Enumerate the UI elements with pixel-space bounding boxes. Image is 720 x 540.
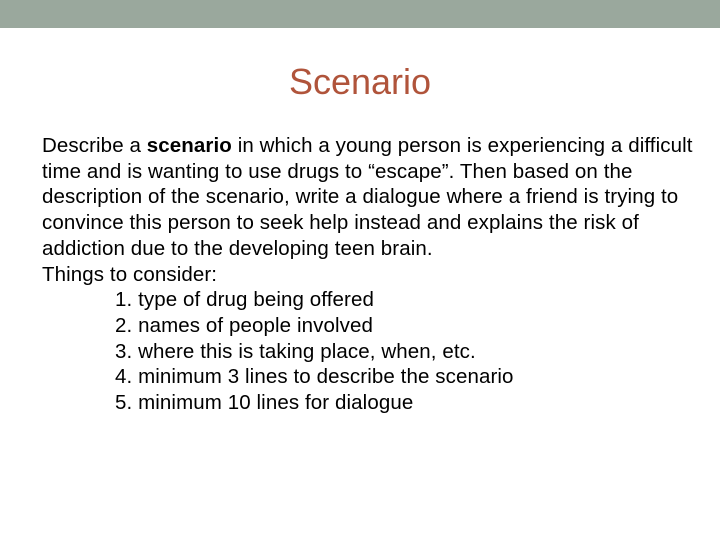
- top-accent-bar: [0, 0, 720, 28]
- list-item: 5. minimum 10 lines for dialogue: [115, 391, 414, 415]
- slide-body: [42, 133, 702, 416]
- description-text-start: Describe a: [42, 134, 147, 157]
- description-text-rest: in which a young person is experiencing a difficult time and is wanting to use drugs to “escape”. Then based on the description of the scenario, write a dialogue where a friend is trying to convince this person to seek help instead and explains the risk of addiction due to the developing teen brain.: [42, 134, 693, 260]
- consider-list: [42, 287, 702, 416]
- description-bold-word: scenario: [146, 134, 232, 157]
- list-item: 1. type of drug being offered: [115, 288, 374, 312]
- slide-title: Scenario: [288, 61, 432, 102]
- scenario-description: [42, 133, 702, 262]
- list-item: 4. minimum 3 lines to describe the scenario: [115, 365, 514, 389]
- list-item: 2. names of people involved: [115, 313, 373, 337]
- consider-label: Things to consider:: [42, 262, 218, 286]
- list-item: 3. where this is taking place, when, etc.: [115, 339, 476, 363]
